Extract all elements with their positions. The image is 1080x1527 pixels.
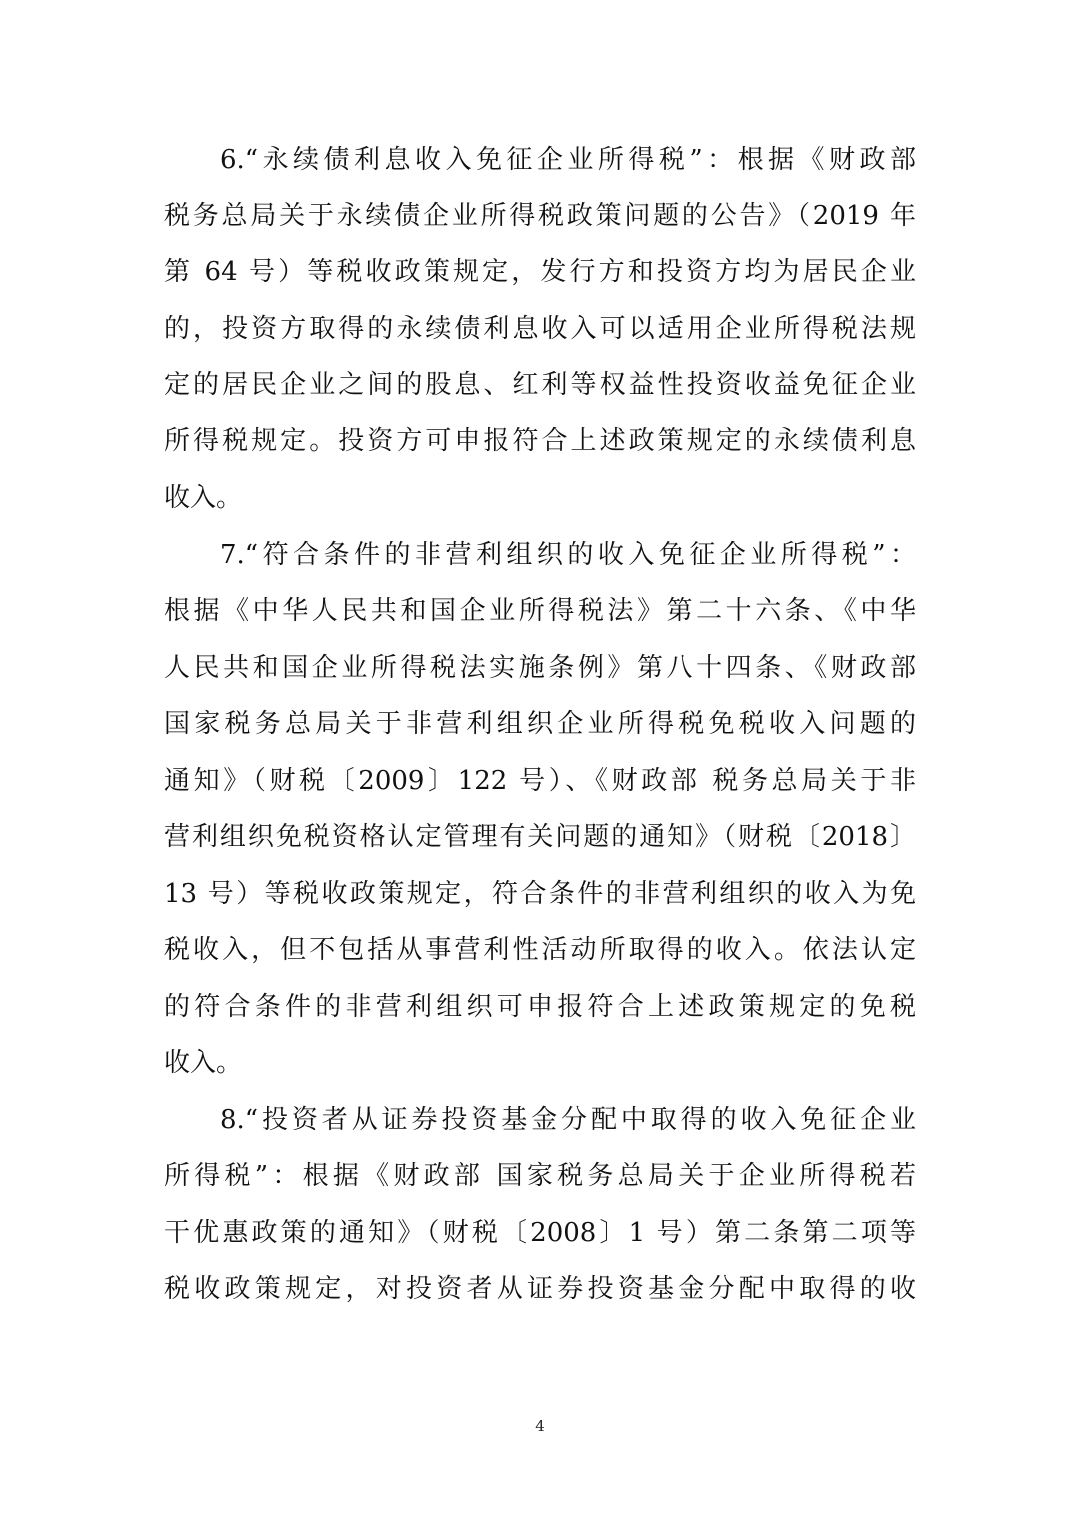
text-line: 税收政策规定，对投资者从证券投资基金分配中取得的收 [164, 1274, 916, 1304]
text-line: 定的居民企业之间的股息、红利等权益性投资收益免征企业 [164, 370, 916, 400]
text-line: 所得税”：根据《财政部 国家税务总局关于企业所得税若 [164, 1161, 916, 1191]
text-line: 根据《中华人民共和国企业所得税法》第二十六条、《中华 [164, 596, 916, 626]
text-line: 税务总局关于永续债企业所得税政策问题的公告》（2019 年 [164, 201, 916, 231]
text-line: 7.“符合条件的非营利组织的收入免征企业所得税”： [220, 540, 916, 570]
text-line: 13 号）等税收政策规定，符合条件的非营利组织的收入为免 [164, 879, 916, 909]
text-line: 税收入，但不包括从事营利性活动所取得的收入。依法认定 [164, 935, 916, 965]
text-line: 第 64 号）等税收政策规定，发行方和投资方均为居民企业 [164, 257, 916, 287]
text-line: 所得税规定。投资方可申报符合上述政策规定的永续债利息 [164, 426, 916, 456]
text-line: 国家税务总局关于非营利组织企业所得税免税收入问题的 [164, 709, 916, 739]
text-line: 的符合条件的非营利组织可申报符合上述政策规定的免税 [164, 992, 916, 1022]
text-line: 收入。 [164, 483, 243, 513]
text-line: 通知》（财税〔2009〕122 号）、《财政部 税务总局关于非 [164, 766, 916, 796]
text-line: 8.“投资者从证券投资基金分配中取得的收入免征企业 [220, 1105, 916, 1135]
text-line: 收入。 [164, 1048, 243, 1078]
text-line: 营利组织免税资格认定管理有关问题的通知》（财税〔2018〕 [164, 822, 916, 852]
page-number: 4 [535, 1417, 545, 1435]
text-line: 的，投资方取得的永续债利息收入可以适用企业所得税法规 [164, 314, 916, 344]
text-line: 人民共和国企业所得税法实施条例》第八十四条、《财政部 [164, 653, 916, 683]
text-line: 6.“永续债利息收入免征企业所得税”：根据《财政部 [220, 145, 916, 175]
text-line: 干优惠政策的通知》（财税〔2008〕1 号）第二条第二项等 [164, 1218, 916, 1248]
